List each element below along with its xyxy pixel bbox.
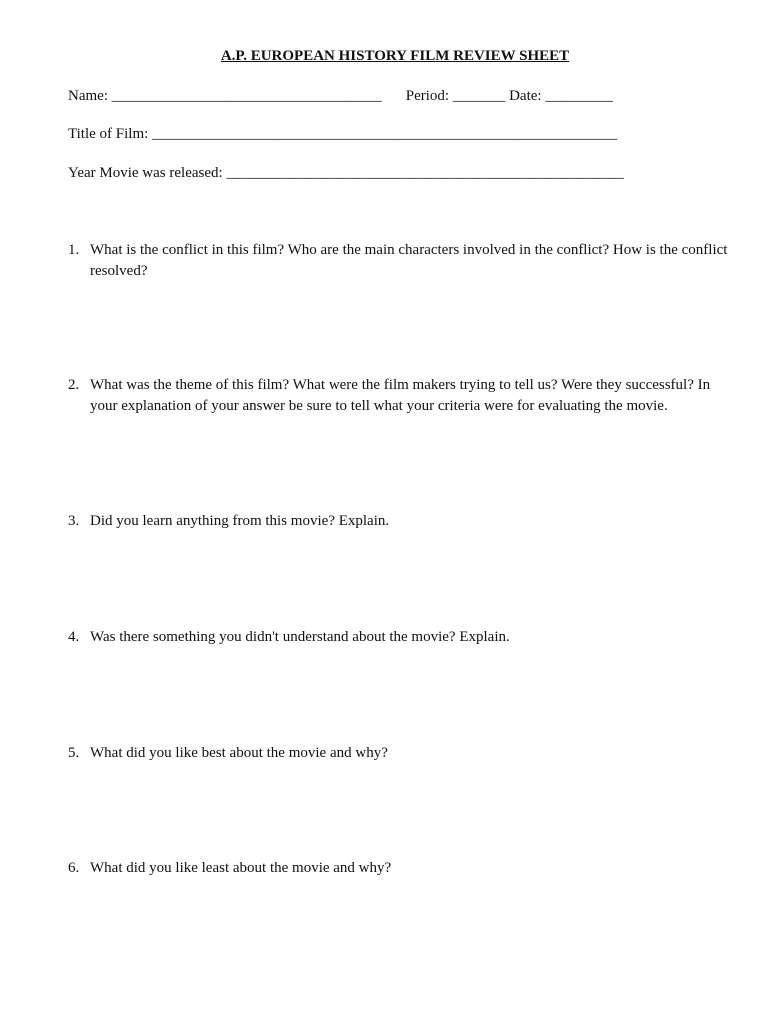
- year-label: Year Movie was released:: [68, 165, 223, 181]
- question-number: 6.: [68, 860, 80, 876]
- question-number: 4.: [68, 629, 80, 645]
- year-released-row: [68, 163, 624, 183]
- question-1: [68, 240, 728, 282]
- name-label: Name:: [68, 88, 108, 104]
- question-text: What was the theme of this film? What were the film makers trying to tell us? Were they successful? In your explanation of your answer be sure to tell what your criteria were for evaluating the movie.: [90, 377, 711, 414]
- name-period-date-row: [68, 86, 613, 106]
- question-number: 2.: [68, 377, 80, 393]
- question-text: What is the conflict in this film? Who are the main characters involved in the conflict? How is the conflict resolved?: [90, 242, 728, 279]
- question-4: [68, 627, 728, 648]
- question-text: What did you like best about the movie and why?: [90, 745, 388, 761]
- question-5: [68, 743, 728, 764]
- worksheet-title: A.P. EUROPEAN HISTORY FILM REVIEW SHEET: [220, 48, 570, 64]
- name-blank[interactable]: ____________________________________: [111, 88, 382, 104]
- date-blank[interactable]: _________: [545, 88, 613, 104]
- question-3: [68, 511, 728, 532]
- question-6: [68, 858, 728, 879]
- period-blank[interactable]: _______: [452, 88, 506, 104]
- period-label: Period:: [405, 88, 450, 104]
- question-number: 5.: [68, 745, 80, 761]
- year-blank[interactable]: _____________________________________________________: [226, 165, 624, 181]
- question-text: Did you learn anything from this movie? Explain.: [90, 513, 390, 529]
- question-number: 1.: [68, 242, 80, 258]
- film-title-row: [68, 124, 617, 144]
- question-number: 3.: [68, 513, 80, 529]
- film-title-label: Title of Film:: [68, 126, 149, 142]
- question-2: [68, 375, 728, 417]
- question-text: Was there something you didn't understand about the movie? Explain.: [90, 629, 510, 645]
- date-label: Date:: [509, 88, 542, 104]
- film-title-blank[interactable]: ______________________________________________________________: [152, 126, 618, 142]
- question-text: What did you like least about the movie and why?: [90, 860, 392, 876]
